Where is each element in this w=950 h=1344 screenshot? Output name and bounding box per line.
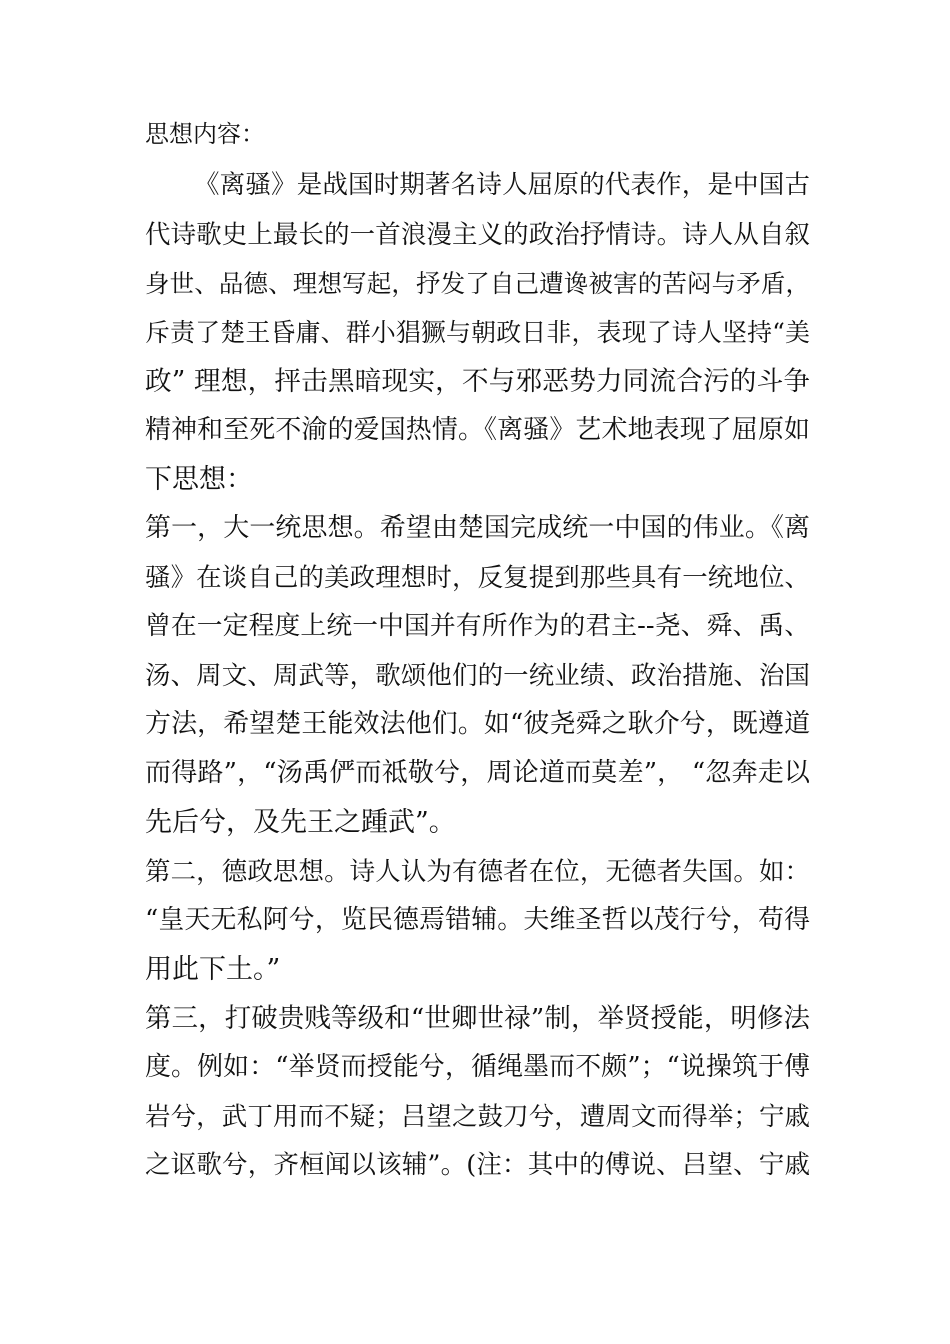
paragraph-line: 身世、品德、理想写起，抒发了自己遭谗被害的苦闷与矛盾， xyxy=(145,269,810,298)
paragraph-line: 先后兮，及先王之踵武”。 xyxy=(145,807,456,838)
point-two-paragraph xyxy=(145,847,810,994)
paragraph-line: 下思想： xyxy=(145,464,253,495)
point-three-paragraph xyxy=(145,994,810,1190)
paragraph-line: 用此下土。” xyxy=(145,954,281,985)
paragraph-line: 斥责了楚王昏庸、群小猖獗与朝政日非，表现了诗人坚持“美 xyxy=(145,318,810,347)
paragraph-line: 而得路”，“汤禹俨而祗敬兮，周论道而莫差”， “忽奔走以 xyxy=(145,758,810,788)
paragraph-line: 之讴歌兮，齐桓闻以该辅”。(注：其中的傅说、吕望、宁戚 xyxy=(145,1150,810,1180)
document-body xyxy=(145,112,810,1190)
paragraph-line: 代诗歌史上最长的一首浪漫主义的政治抒情诗。诗人从自叙 xyxy=(145,219,810,249)
paragraph-line: 度。例如：“举贤而授能兮，循绳墨而不颇”；“说操筑于傅 xyxy=(145,1052,810,1082)
paragraph-line: 第一，大一统思想。希望由楚国完成统一中国的伟业。《离 xyxy=(145,513,810,543)
paragraph-line: 方法，希望楚王能效法他们。如“彼尧舜之耿介兮，既遵道 xyxy=(145,709,810,739)
paragraph-line: 第二，德政思想。诗人认为有德者在位，无德者失国。如： xyxy=(145,856,810,886)
paragraph-line: 曾在一定程度上统一中国并有所作为的君主--尧、舜、禹、 xyxy=(145,611,810,641)
section-heading: 思想内容： xyxy=(145,120,265,148)
paragraph-line: 汤、周文、周武等，歌颂他们的一统业绩、政治措施、治国 xyxy=(145,660,810,690)
paragraph-line: 骚》在谈自己的美政理想时，反复提到那些具有一统地位、 xyxy=(145,562,810,592)
paragraph-line: 《离骚》是战国时期著名诗人屈原的代表作，是中国古 xyxy=(194,170,810,200)
paragraph-line: 岩兮，武丁用而不疑；吕望之鼓刀兮，遭周文而得举；宁戚 xyxy=(145,1101,810,1131)
paragraph-line: 政” 理想，抨击黑暗现实，不与邪恶势力同流合污的斗争 xyxy=(145,366,810,397)
paragraph-line: 精神和至死不渝的爱国热情。《离骚》艺术地表现了屈原如 xyxy=(145,415,810,445)
intro-paragraph xyxy=(145,161,810,504)
paragraph-line: 第三，打破贵贱等级和“世卿世禄”制，举贤授能，明修法 xyxy=(145,1003,810,1034)
paragraph-line: “皇天无私阿兮，览民德焉错辅。夫维圣哲以茂行兮，苟得 xyxy=(145,905,810,935)
point-one-paragraph xyxy=(145,504,810,847)
